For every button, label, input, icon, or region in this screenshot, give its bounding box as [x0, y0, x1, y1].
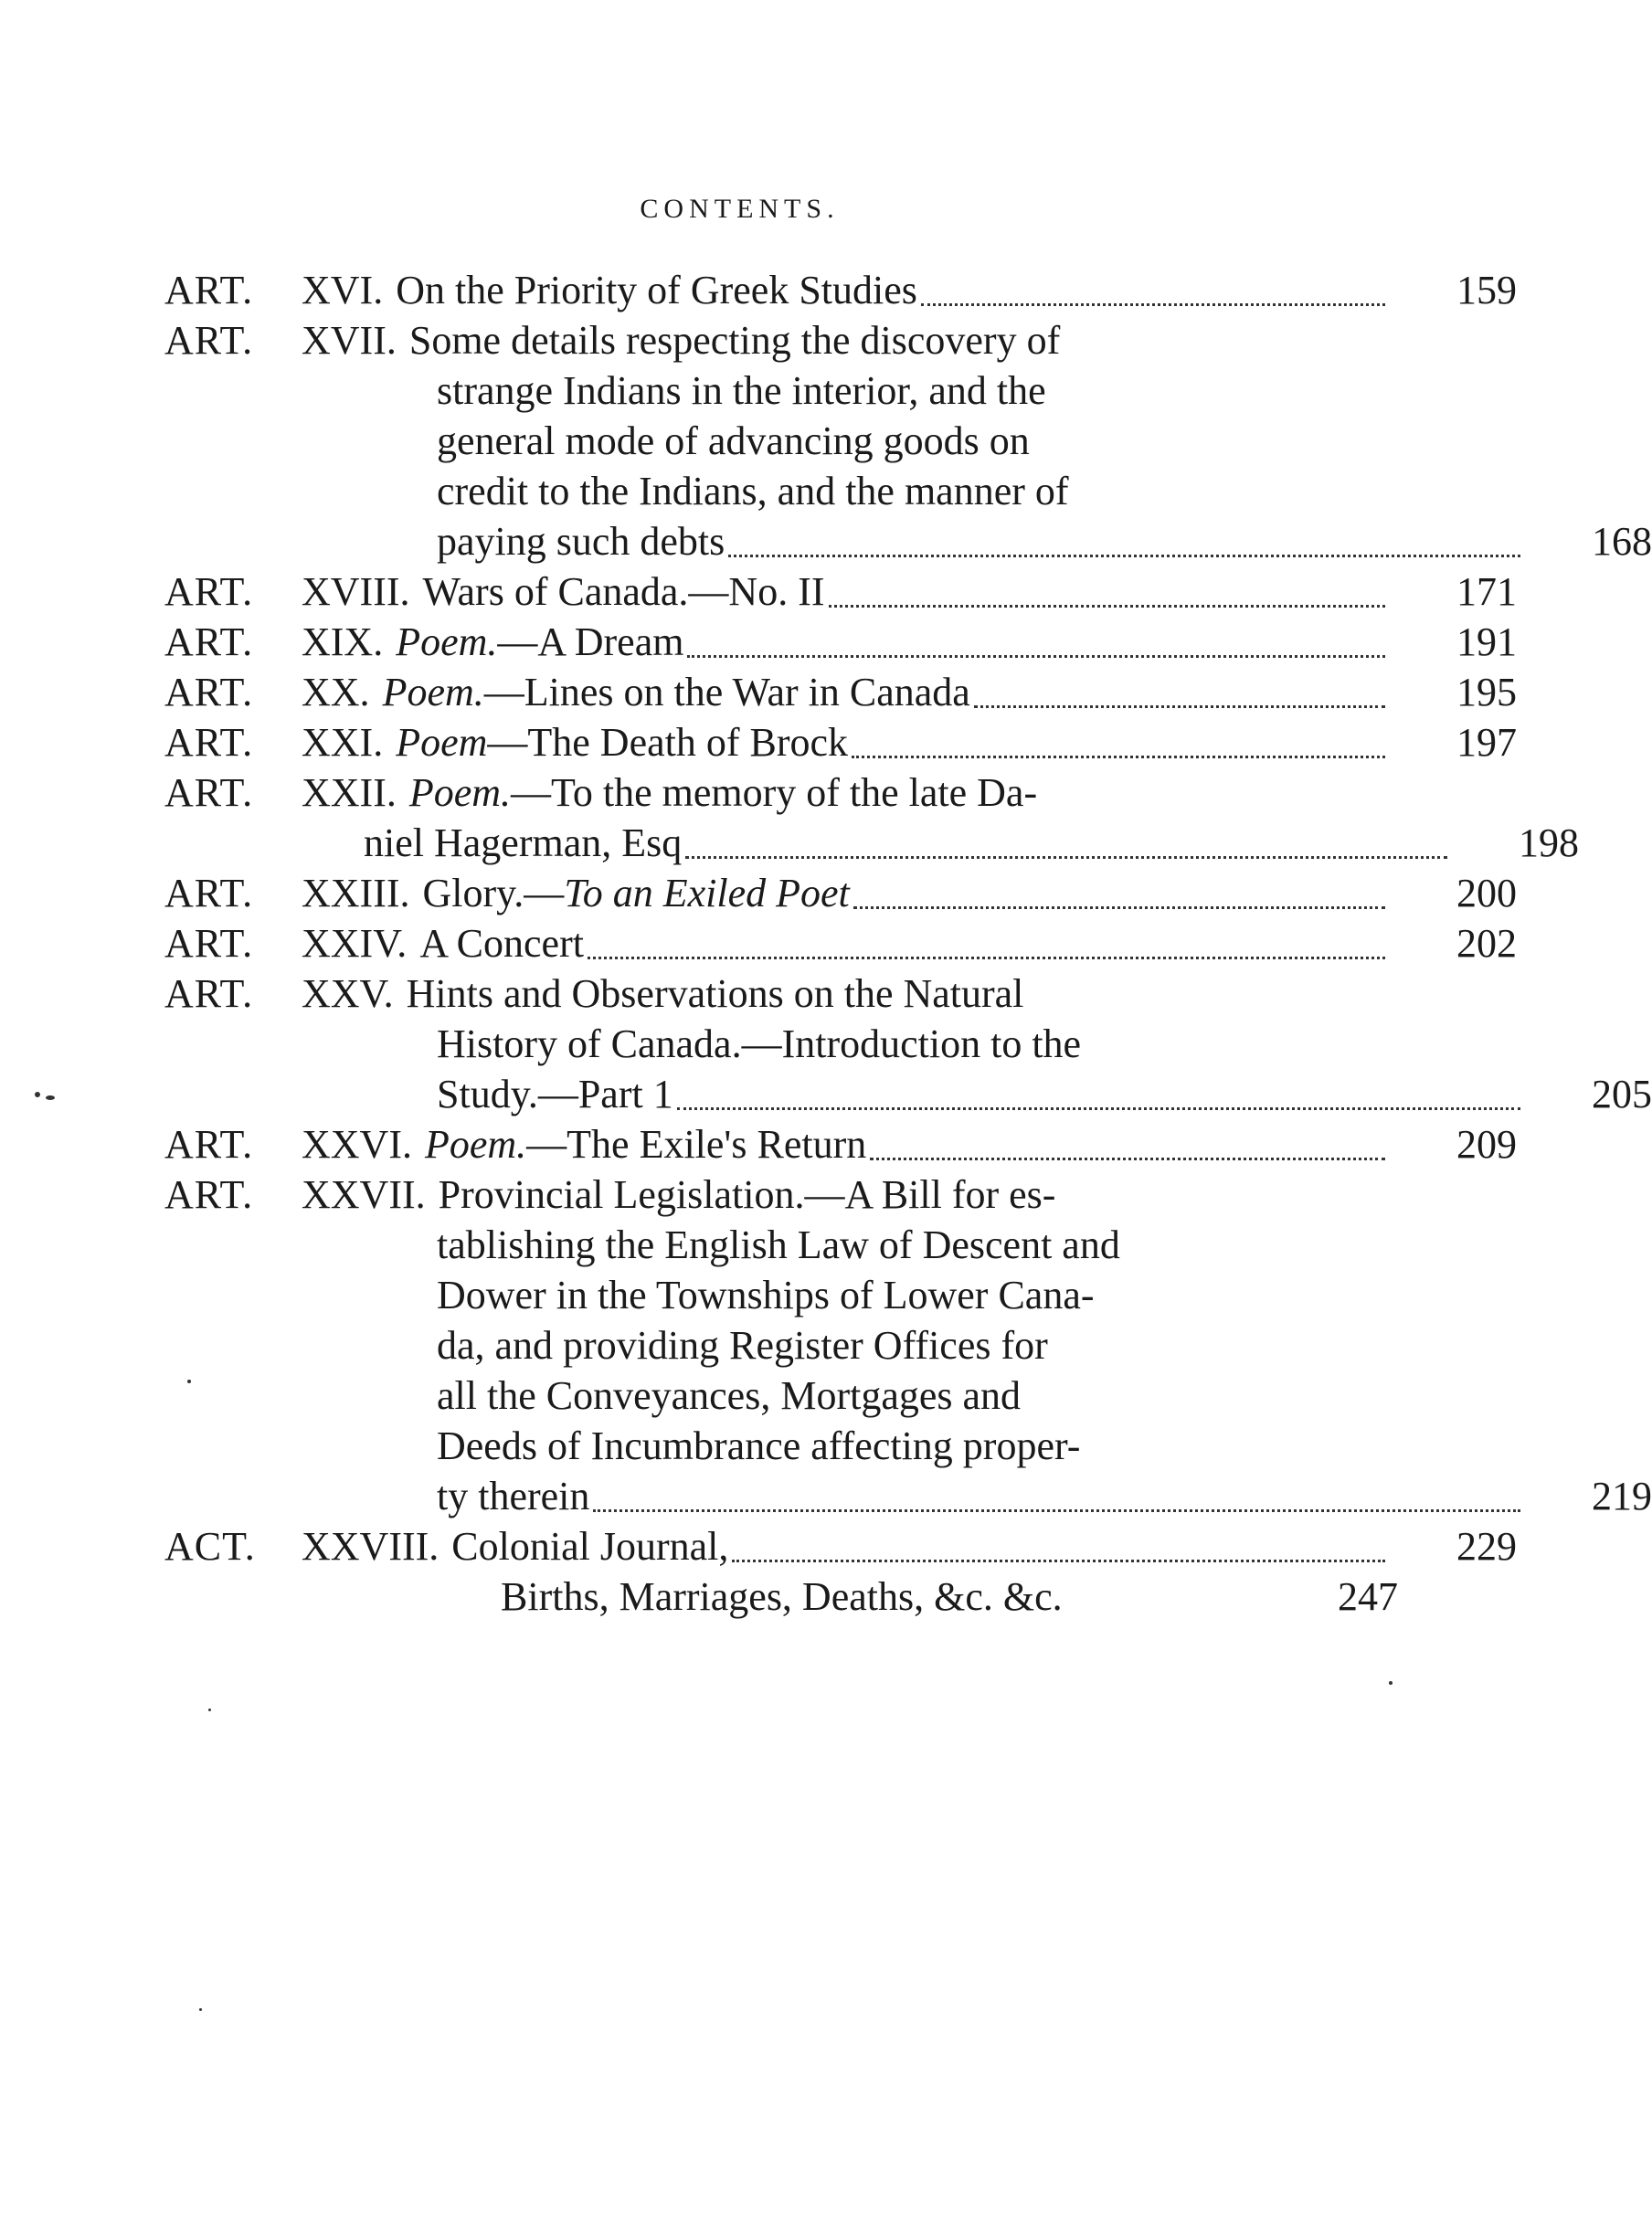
article-numeral: XXIII. — [302, 871, 410, 915]
page-heading: CONTENTS. — [640, 194, 840, 224]
entry-title: A Concert — [419, 921, 584, 966]
scan-speck — [1389, 1681, 1393, 1685]
entry-genre: Poem. — [408, 770, 512, 815]
page-number: 247 — [1338, 1574, 1398, 1619]
toc-entry — [164, 717, 1517, 767]
article-prefix: ART. — [164, 971, 254, 1016]
toc-entry — [164, 667, 1517, 717]
scan-speck — [35, 1092, 40, 1097]
scan-speck — [199, 2008, 202, 2011]
dot-leader — [687, 655, 1385, 658]
page-number: 198 — [1519, 820, 1579, 865]
dot-leader — [685, 856, 1447, 859]
entry-title: Colonial Journal, — [451, 1524, 729, 1569]
page-number: 195 — [1456, 670, 1517, 714]
entry-title: Births, Marriages, Deaths, &c. &c. — [501, 1574, 1063, 1619]
entry-genre: Poem. — [382, 670, 484, 714]
entry-title: History of Canada.—Introduction to the — [437, 1021, 1082, 1066]
entry-title: Some details respecting the discovery of — [408, 318, 1061, 363]
entry-subtitle: To an Exiled Poet — [564, 871, 850, 915]
toc-entry — [164, 767, 1579, 868]
article-numeral: XVI. — [302, 268, 384, 312]
toc-entry — [164, 868, 1517, 918]
dot-leader — [852, 756, 1385, 758]
article-numeral: XXVIII. — [302, 1524, 439, 1569]
toc-entry — [164, 566, 1517, 617]
entry-title: da, and providing Register Offices for — [437, 1323, 1048, 1368]
page-number: 202 — [1456, 921, 1517, 966]
article-prefix: ART. — [164, 569, 254, 614]
entry-title: Deeds of Incumbrance affecting proper- — [437, 1423, 1081, 1468]
entry-title: niel Hagerman, Esq — [364, 820, 683, 865]
article-numeral: XXI. — [302, 720, 384, 765]
entry-title: Wars of Canada.—No. II — [422, 569, 825, 614]
entry-title: Provincial Legislation.—A Bill for es- — [438, 1172, 1056, 1217]
toc-entry — [164, 918, 1517, 968]
dot-leader — [732, 1560, 1385, 1562]
entry-title: —A Dream — [497, 619, 684, 664]
article-prefix: ART. — [164, 921, 254, 966]
article-prefix: ART. — [164, 318, 254, 363]
entry-genre: Poem — [396, 720, 488, 765]
dot-leader — [853, 906, 1385, 909]
toc-entry — [164, 617, 1517, 667]
entry-title: all the Conveyances, Mortgages and — [437, 1373, 1022, 1418]
page-number: 205 — [1592, 1072, 1652, 1116]
article-prefix: ART. — [164, 871, 254, 915]
dot-leader — [974, 705, 1385, 708]
page-number: 159 — [1456, 268, 1517, 312]
page-number: 209 — [1456, 1122, 1517, 1167]
page-number: 197 — [1456, 720, 1517, 765]
toc-entry — [164, 1169, 1652, 1521]
dot-leader — [593, 1509, 1520, 1512]
article-prefix: ART. — [164, 770, 254, 815]
article-numeral: XXV. — [302, 971, 394, 1016]
scan-speck — [187, 1380, 191, 1383]
toc-entry — [164, 315, 1652, 566]
page-number: 171 — [1456, 569, 1517, 614]
toc-entry — [164, 1571, 1398, 1622]
article-numeral: XX. — [302, 670, 370, 714]
article-prefix: ART. — [164, 1122, 254, 1167]
article-prefix: ART. — [164, 1172, 254, 1217]
article-numeral: XXVI. — [302, 1122, 412, 1167]
dot-leader — [921, 303, 1385, 306]
article-prefix: ART. — [164, 670, 254, 714]
page-number: 219 — [1592, 1474, 1652, 1518]
dot-leader — [728, 555, 1520, 557]
article-numeral: XXIV. — [302, 921, 408, 966]
page-number: 200 — [1456, 871, 1517, 915]
entry-title: paying such debts — [437, 519, 725, 564]
article-numeral: XXII. — [302, 770, 397, 815]
dot-leader — [870, 1158, 1385, 1160]
toc-entry — [164, 1119, 1517, 1169]
article-numeral: XVIII. — [302, 569, 410, 614]
entry-title: —To the memory of the late Da- — [511, 770, 1038, 815]
article-prefix: ART. — [164, 720, 254, 765]
entry-title: Hints and Observations on the Natural — [406, 971, 1024, 1016]
entry-title: tablishing the English Law of Descent and — [437, 1222, 1120, 1267]
table-of-contents — [164, 265, 1652, 1622]
dot-leader — [677, 1107, 1520, 1110]
entry-title: Study.—Part 1 — [437, 1072, 673, 1116]
entry-title: Glory.— — [422, 871, 565, 915]
entry-title: Dower in the Townships of Lower Cana- — [437, 1273, 1095, 1317]
article-prefix: ACT. — [164, 1524, 256, 1569]
scan-speck — [46, 1095, 55, 1100]
entry-genre: Poem. — [396, 619, 498, 664]
toc-entry — [164, 1521, 1517, 1571]
page-number: 229 — [1456, 1524, 1517, 1569]
entry-title: On the Priority of Greek Studies — [396, 268, 917, 312]
toc-entry — [164, 968, 1652, 1119]
scan-speck — [208, 1709, 211, 1711]
entry-title: credit to the Indians, and the manner of — [437, 469, 1069, 513]
article-numeral: XXVII. — [302, 1172, 426, 1217]
article-prefix: ART. — [164, 268, 254, 312]
dot-leader — [829, 605, 1386, 608]
entry-title: ty therein — [437, 1474, 590, 1518]
entry-title: general mode of advancing goods on — [437, 418, 1030, 463]
article-prefix: ART. — [164, 619, 254, 664]
entry-title: —The Exile's Return — [526, 1122, 867, 1167]
page-number: 191 — [1456, 619, 1517, 664]
entry-title: —Lines on the War in Canada — [483, 670, 970, 714]
article-numeral: XVII. — [302, 318, 397, 363]
entry-title: —The Death of Brock — [487, 720, 849, 765]
entry-genre: Poem. — [424, 1122, 527, 1167]
dot-leader — [588, 957, 1385, 959]
article-numeral: XIX. — [302, 619, 384, 664]
toc-entry — [164, 265, 1517, 315]
entry-title: strange Indians in the interior, and the — [437, 368, 1046, 413]
page-number: 168 — [1592, 519, 1652, 564]
